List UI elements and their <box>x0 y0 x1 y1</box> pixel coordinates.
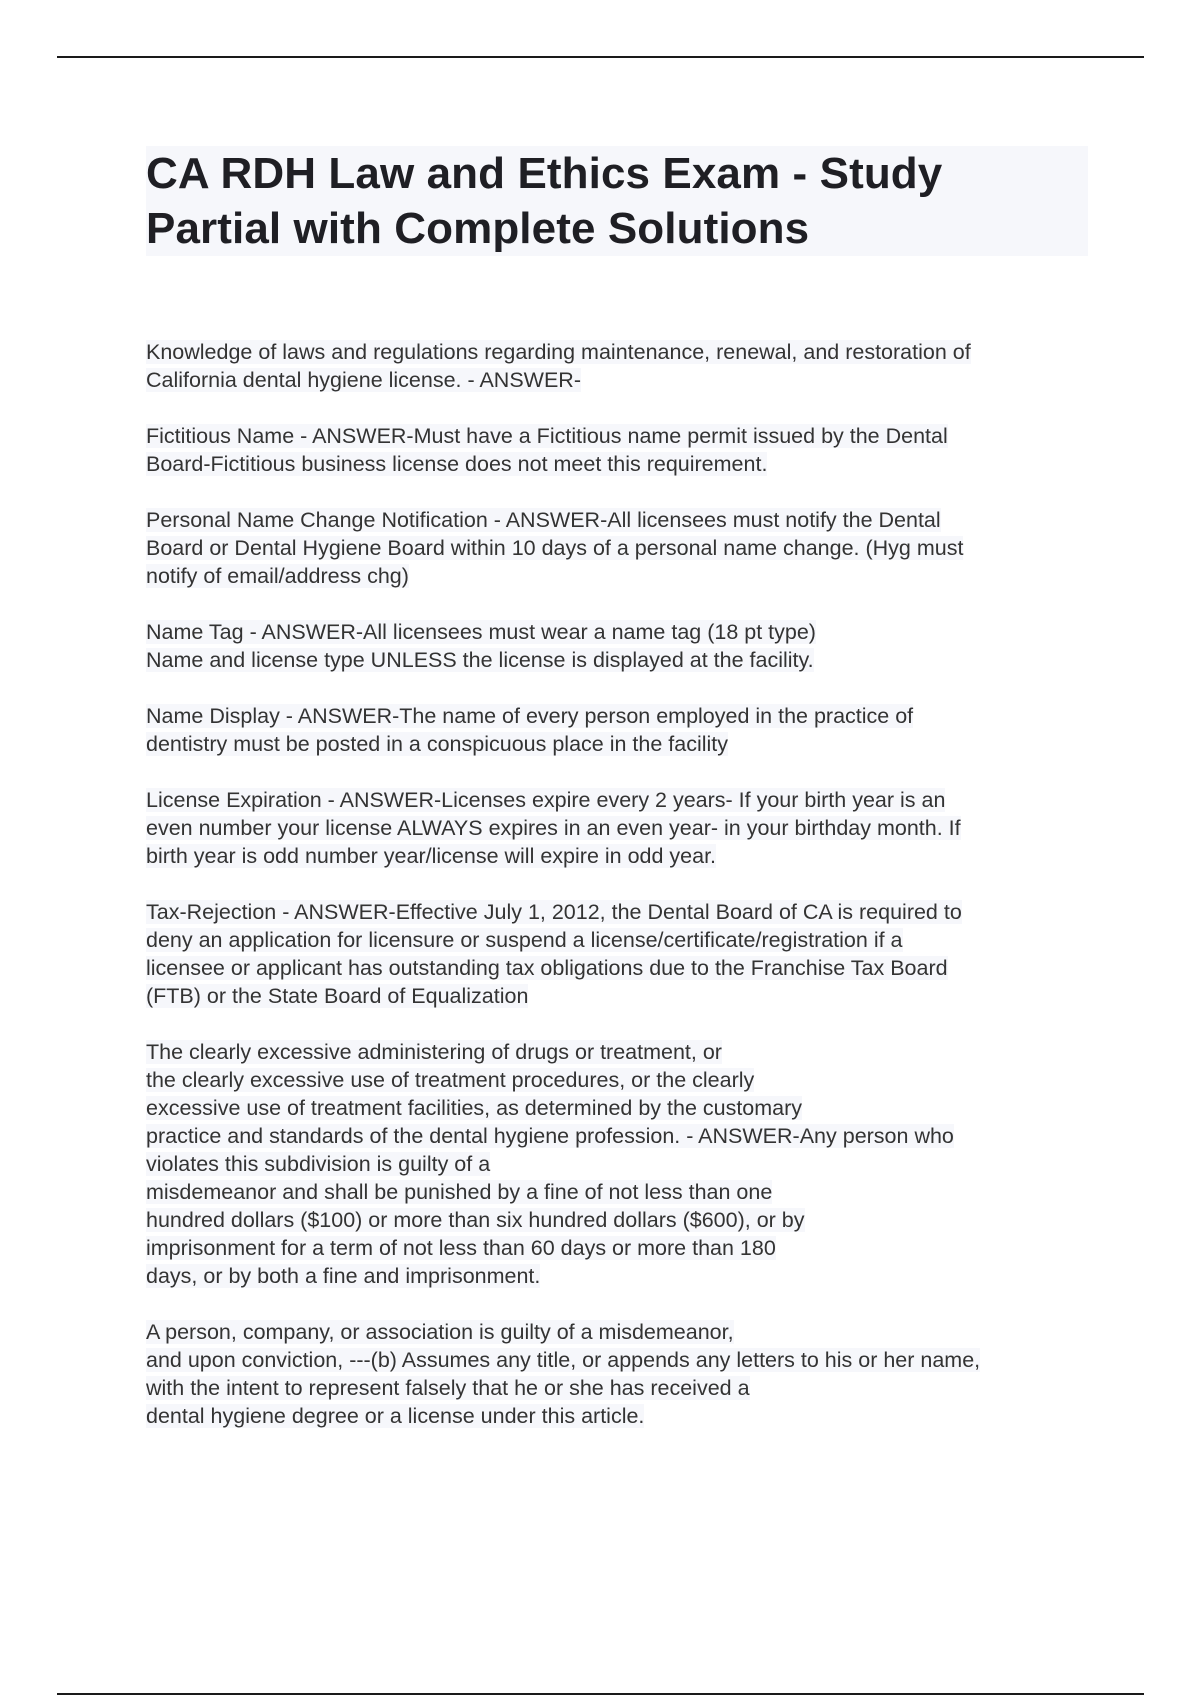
qa-entry-line: deny an application for licensure or suspend a license/certificate/registration if a <box>146 928 903 952</box>
qa-entry-line: licensee or applicant has outstanding tax obligations due to the Franchise Tax Board <box>146 956 948 980</box>
qa-entry-line: Name Display - ANSWER-The name of every person employed in the practice of <box>146 704 914 728</box>
document-title <box>146 146 1088 256</box>
qa-entry-line: Knowledge of laws and regulations regarding maintenance, renewal, and restoration of <box>146 340 971 364</box>
qa-entry-line: dentistry must be posted in a conspicuous place in the facility <box>146 732 729 756</box>
qa-entry-line: notify of email/address chg) <box>146 564 409 588</box>
qa-entry-line: A person, company, or association is guilty of a misdemeanor, <box>146 1320 734 1344</box>
qa-entry-line: Board-Fictitious business license does not meet this requirement. <box>146 452 768 476</box>
qa-entry-line: Name and license type UNLESS the license is displayed at the facility. <box>146 648 814 672</box>
qa-entry-line: The clearly excessive administering of drugs or treatment, or <box>146 1040 722 1064</box>
top-divider <box>57 56 1144 58</box>
qa-entry-line: imprisonment for a term of not less than 60 days or more than 180 <box>146 1236 776 1260</box>
qa-entry-line: License Expiration - ANSWER-Licenses expire every 2 years- If your birth year is an <box>146 788 946 812</box>
qa-entry-line: Fictitious Name - ANSWER-Must have a Fictitious name permit issued by the Dental <box>146 424 948 448</box>
qa-entry-line: California dental hygiene license. - ANSWER- <box>146 368 581 392</box>
qa-entry-line: Name Tag - ANSWER-All licensees must wear a name tag (18 pt type) <box>146 620 816 644</box>
qa-entry <box>146 338 1096 394</box>
qa-entry-line: practice and standards of the dental hygiene profession. - ANSWER-Any person who <box>146 1124 954 1148</box>
title-line-1: CA RDH Law and Ethics Exam - Study <box>146 149 943 198</box>
qa-entry-line: birth year is odd number year/license will expire in odd year. <box>146 844 717 868</box>
qa-entry-line: Personal Name Change Notification - ANSWER-All licensees must notify the Dental <box>146 508 941 532</box>
bottom-divider <box>57 1693 1144 1695</box>
qa-entry <box>146 1318 1096 1430</box>
title-block <box>146 146 1088 256</box>
qa-entry-line: (FTB) or the State Board of Equalization <box>146 984 529 1008</box>
qa-entry <box>146 422 1096 478</box>
qa-entry-line: hundred dollars ($100) or more than six hundred dollars ($600), or by <box>146 1208 805 1232</box>
qa-entry-line: dental hygiene degree or a license under this article. <box>146 1404 645 1428</box>
qa-entry <box>146 618 1096 674</box>
qa-entry-line: the clearly excessive use of treatment procedures, or the clearly <box>146 1068 755 1092</box>
qa-entry-line: violates this subdivision is guilty of a <box>146 1152 491 1176</box>
qa-entry <box>146 786 1096 870</box>
title-line-2: Partial with Complete Solutions <box>146 204 810 253</box>
qa-entry-line: Tax-Rejection - ANSWER-Effective July 1, 2012, the Dental Board of CA is required to <box>146 900 962 924</box>
qa-entry-line: with the intent to represent falsely that he or she has received a <box>146 1376 750 1400</box>
qa-entry-line: and upon conviction, ---(b) Assumes any title, or appends any letters to his or her name, <box>146 1348 981 1372</box>
qa-entry-line: Board or Dental Hygiene Board within 10 days of a personal name change. (Hyg must <box>146 536 964 560</box>
qa-entry-line: even number your license ALWAYS expires in an even year- in your birthday month. If <box>146 816 961 840</box>
qa-entry <box>146 1038 1096 1290</box>
qa-entry-line: excessive use of treatment facilities, as determined by the customary <box>146 1096 803 1120</box>
qa-entry <box>146 898 1096 1010</box>
qa-entry <box>146 506 1096 590</box>
qa-entry <box>146 702 1096 758</box>
qa-entry-line: misdemeanor and shall be punished by a fine of not less than one <box>146 1180 773 1204</box>
document-body <box>146 338 1096 1458</box>
qa-entry-line: days, or by both a fine and imprisonment. <box>146 1264 541 1288</box>
